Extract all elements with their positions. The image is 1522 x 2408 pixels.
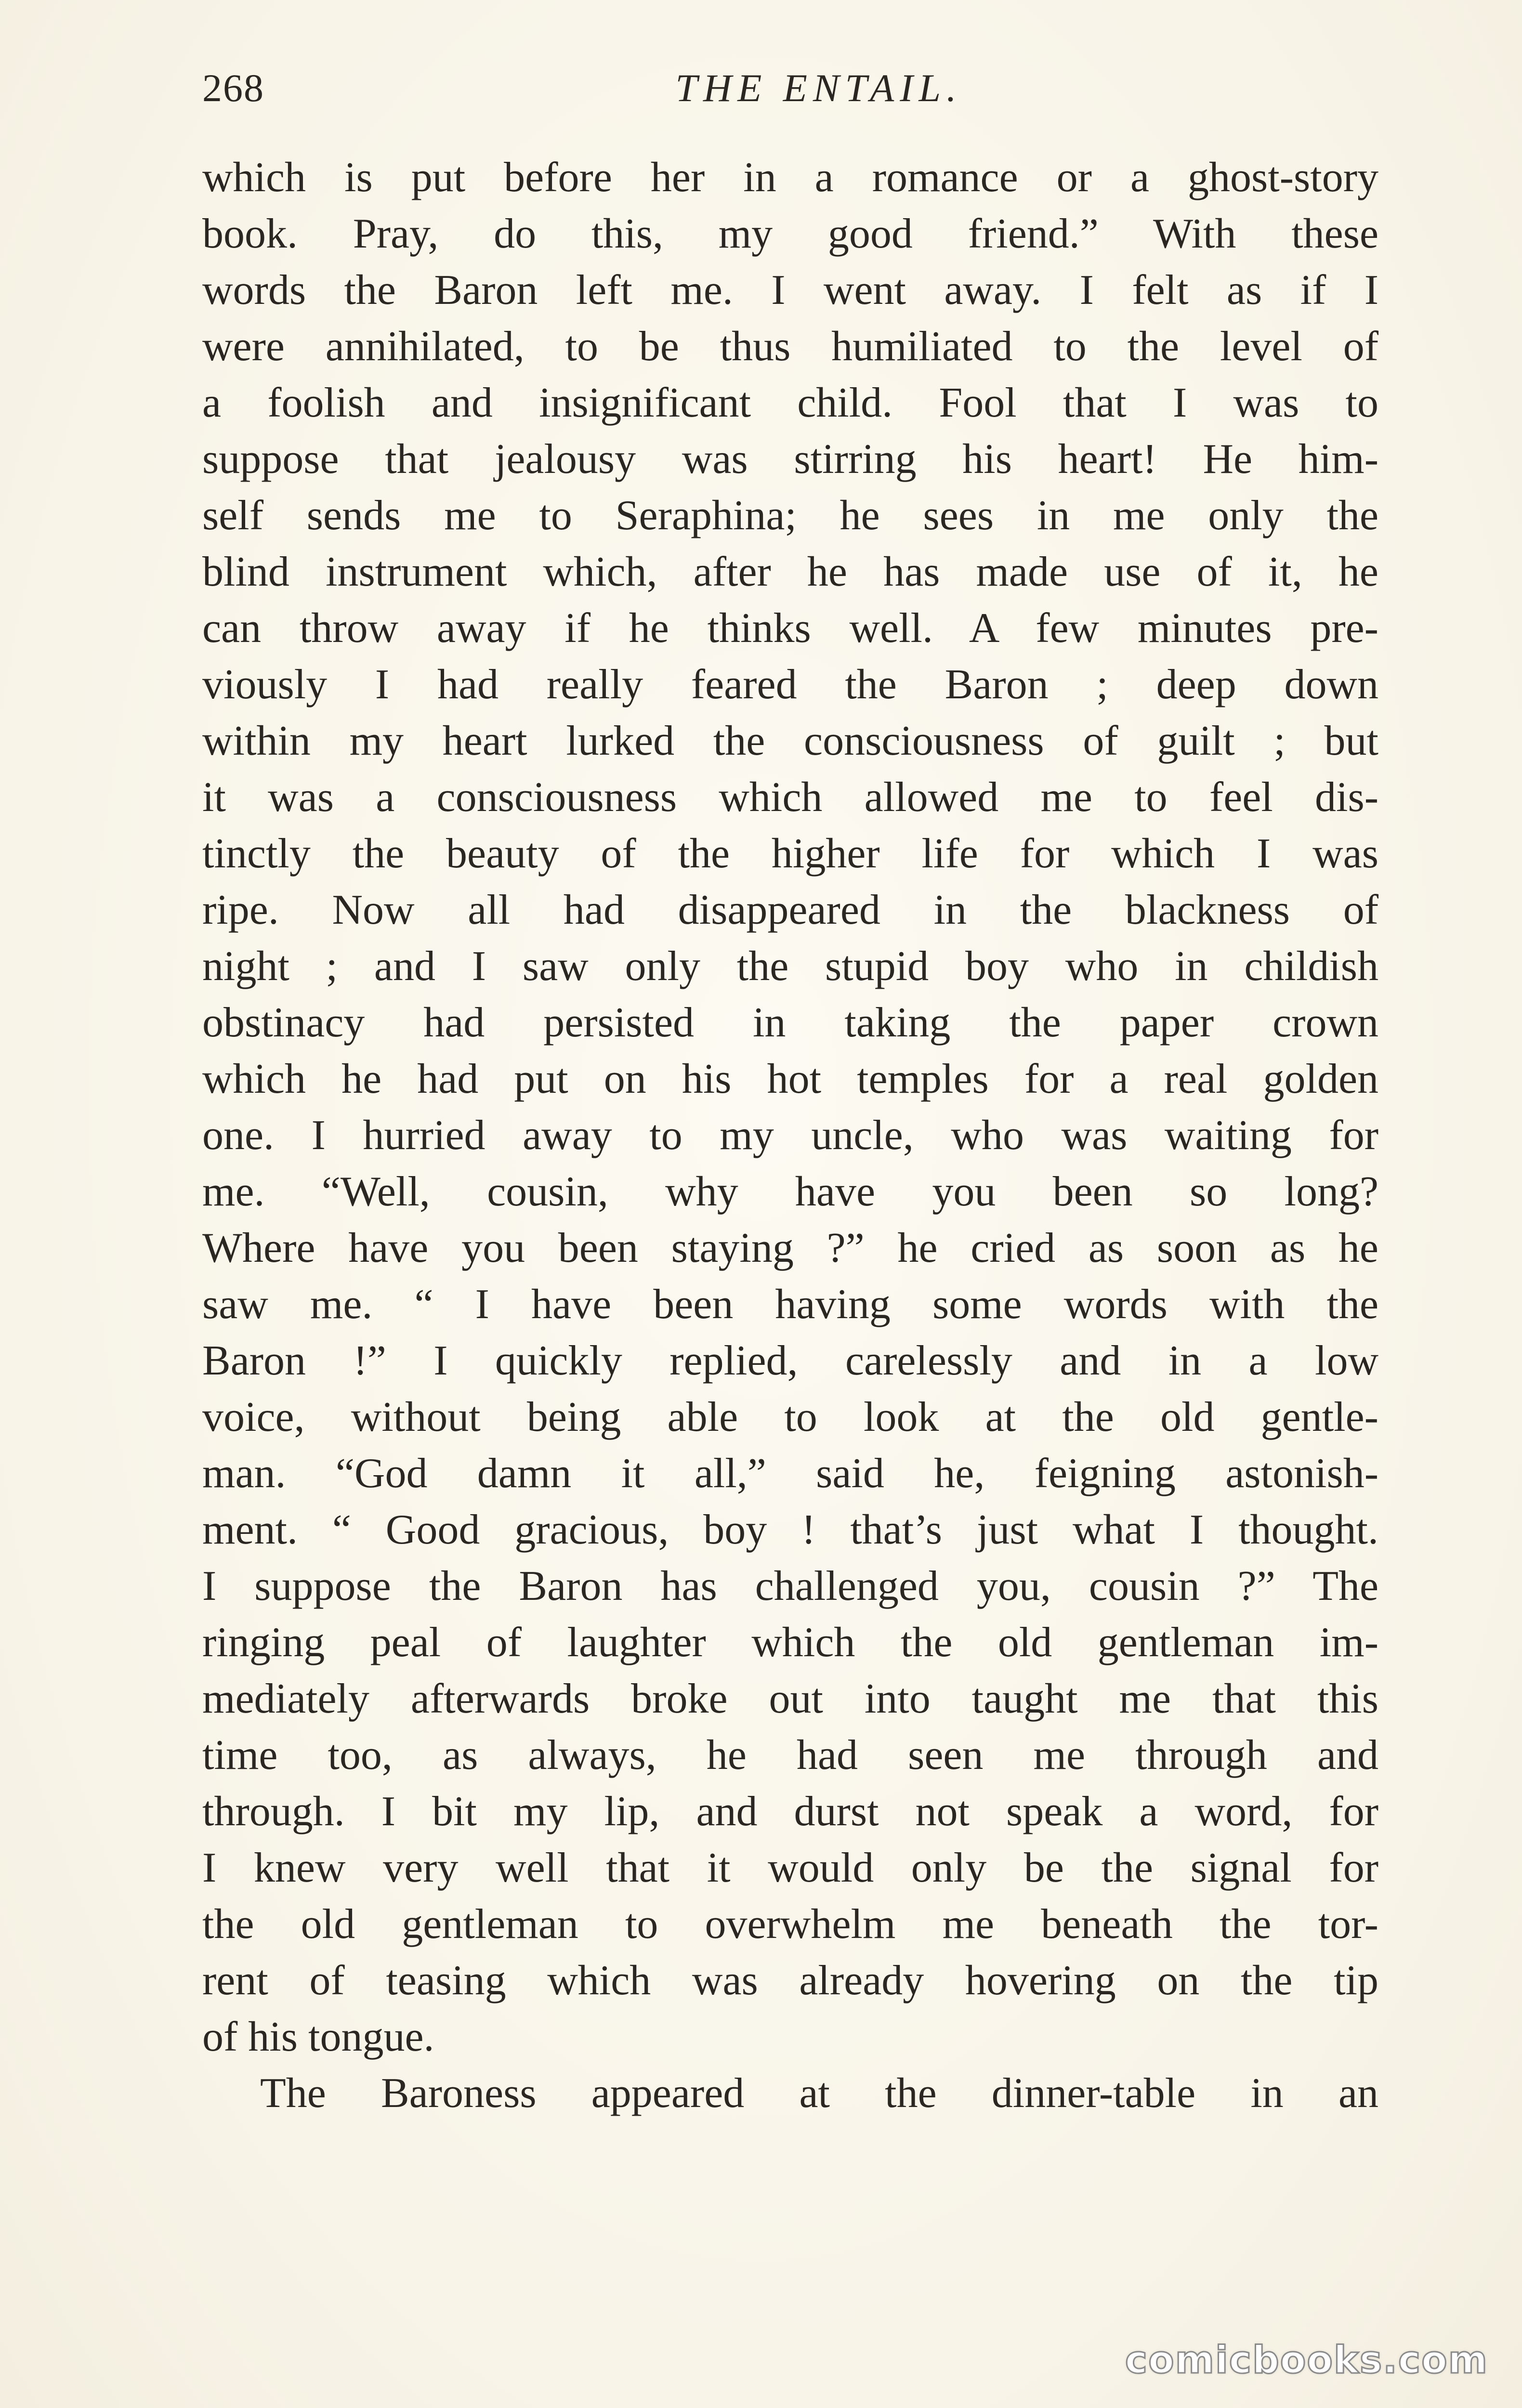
- text-line: The Baroness appeared at the dinner-table in an: [260, 2070, 1378, 2117]
- text-line: can throw away if he thinks well. A few minutes pre-: [202, 605, 1378, 652]
- text-line: of his tongue.: [202, 2014, 434, 2060]
- text-line: voice, without being able to look at the old gentle-: [202, 1394, 1378, 1440]
- text-line: self sends me to Seraphina; he sees in me only the: [202, 492, 1378, 539]
- text-line: through. I bit my lip, and durst not speak a word, for: [202, 1788, 1378, 1835]
- text-line: it was a consciousness which allowed me to feel dis-: [202, 774, 1378, 821]
- text-line: which he had put on his hot temples for a real golden: [202, 1056, 1378, 1102]
- text-line: me. “Well, cousin, why have you been so long?: [202, 1168, 1378, 1215]
- text-line: rent of teasing which was already hovering on the tip: [202, 1957, 1378, 2004]
- text-line: viously I had really feared the Baron ; deep down: [202, 661, 1378, 708]
- page-number: 268: [202, 66, 264, 110]
- paragraph: [202, 149, 1378, 2065]
- text-line: within my heart lurked the consciousness of guilt ; but: [202, 718, 1378, 764]
- text-line: time too, as always, he had seen me through and: [202, 1732, 1378, 1779]
- running-title: THE ENTAIL.: [675, 66, 962, 110]
- text-line: were annihilated, to be thus humiliated to the level of: [202, 323, 1378, 370]
- text-line: Where have you been staying ?” he cried as soon as he: [202, 1225, 1378, 1271]
- running-head: [202, 57, 1378, 119]
- text-line: suppose that jealousy was stirring his heart! He him-: [202, 436, 1378, 483]
- text-line: ripe. Now all had disappeared in the blackness of: [202, 887, 1378, 933]
- text-line: saw me. “ I have been having some words with the: [202, 1281, 1378, 1328]
- text-line: blind instrument which, after he has made use of it, he: [202, 549, 1378, 595]
- text-line: Baron !” I quickly replied, carelessly and in a low: [202, 1337, 1378, 1384]
- text-line: man. “God damn it all,” said he, feigning astonish-: [202, 1450, 1378, 1497]
- text-line: the old gentleman to overwhelm me beneath the tor-: [202, 1901, 1378, 1948]
- text-line: book. Pray, do this, my good friend.” With these: [202, 210, 1378, 257]
- text-line: ringing peal of laughter which the old gentleman im-: [202, 1619, 1378, 1666]
- text-line: I suppose the Baron has challenged you, cousin ?” The: [202, 1563, 1378, 1610]
- text-line: which is put before her in a romance or a ghost-story: [202, 154, 1378, 201]
- text-line: one. I hurried away to my uncle, who was waiting for: [202, 1112, 1378, 1159]
- watermark-logo: comicbooks.com: [1125, 2339, 1488, 2382]
- text-line: obstinacy had persisted in taking the paper crown: [202, 999, 1378, 1046]
- text-line: night ; and I saw only the stupid boy who in childish: [202, 943, 1378, 990]
- text-line: ment. “ Good gracious, boy ! that’s just what I thought.: [202, 1506, 1378, 1553]
- text-line: words the Baron left me. I went away. I felt as if I: [202, 267, 1378, 314]
- text-line: tinctly the beauty of the higher life for which I was: [202, 830, 1378, 877]
- text-line: I knew very well that it would only be the signal for: [202, 1845, 1378, 1891]
- text-line: a foolish and insignificant child. Fool that I was to: [202, 380, 1378, 426]
- body-text: [202, 149, 1378, 2121]
- paragraph: [202, 2065, 1378, 2121]
- text-line: mediately afterwards broke out into taught me that this: [202, 1675, 1378, 1722]
